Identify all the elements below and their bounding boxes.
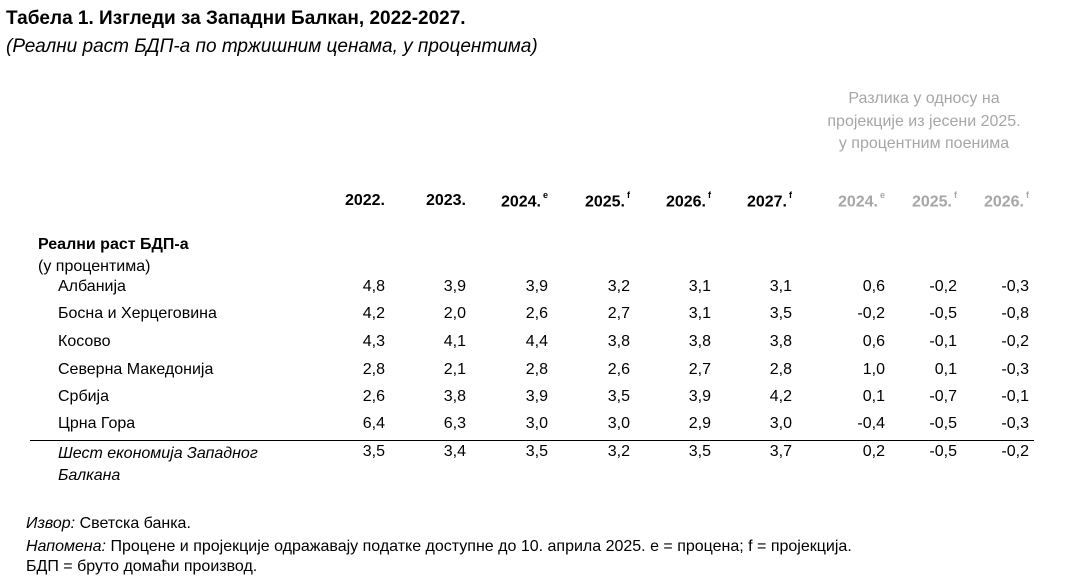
column-header-superscript: f	[708, 190, 711, 200]
column-header	[376, 192, 466, 210]
growth-value-cell: 3,2	[607, 278, 630, 295]
growth-value-cell: 4,8	[362, 278, 385, 295]
growth-value-cell: 2,8	[525, 361, 548, 378]
difference-value-cell: 0,6	[862, 278, 885, 295]
difference-value-cell: -0,5	[929, 305, 957, 322]
column-header-label: 2026.	[983, 193, 1024, 211]
column-header-label: 2025.	[584, 193, 625, 211]
note-text: Процене и пројекције одражавају податке доступне до 10. априла 2025. e = процена; f = пројекција.	[106, 538, 852, 555]
table-title: Табела 1. Изгледи за Западни Балкан, 2022-2027.	[6, 8, 466, 29]
growth-value-cell: 3,8	[607, 333, 630, 350]
column-header-label: 2025.	[911, 193, 952, 211]
growth-value-cell: 3,9	[443, 278, 466, 295]
growth-value-cell: 2,6	[607, 361, 630, 378]
difference-value-cell: -0,8	[1001, 305, 1029, 322]
column-header-superscript: f	[1026, 190, 1029, 200]
section-label	[38, 234, 189, 278]
row-country-name: Северна Македонија	[58, 361, 214, 378]
difference-value-cell: -0,3	[1001, 361, 1029, 378]
section-label-bold: Реални раст БДП-а	[38, 236, 189, 253]
column-header-superscript: f	[627, 190, 630, 200]
total-row	[0, 443, 1071, 493]
section-label-rest: (у процентима)	[38, 258, 151, 275]
total-difference-value-cell: -0,2	[1001, 443, 1029, 460]
row-country-name: Босна и Херцеговина	[58, 305, 217, 322]
column-header-label: 2026.	[665, 193, 706, 211]
column-header	[621, 192, 711, 211]
growth-value-cell: 3,1	[688, 305, 711, 322]
difference-value-cell: -0,2	[929, 278, 957, 295]
growth-value-cell: 3,9	[525, 388, 548, 405]
row-country-name: Косово	[58, 333, 111, 350]
column-header-label: 2027.	[746, 193, 787, 211]
growth-value-cell: 2,6	[362, 388, 385, 405]
difference-value-cell: -0,5	[929, 415, 957, 432]
growth-value-cell: 4,4	[525, 333, 548, 350]
column-header-superscript: f	[789, 190, 792, 200]
column-header	[939, 192, 1029, 211]
difference-value-cell: 0,1	[934, 361, 957, 378]
column-header	[458, 192, 548, 211]
growth-value-cell: 4,1	[443, 333, 466, 350]
growth-value-cell: 4,2	[362, 305, 385, 322]
column-header-label: 2023.	[425, 192, 466, 209]
column-header-label: 2024.	[837, 193, 878, 211]
growth-value-cell: 3,0	[769, 415, 792, 432]
table-row	[0, 388, 1071, 415]
note-label: Напомена:	[26, 538, 106, 555]
column-header-superscript: e	[879, 190, 885, 200]
difference-value-cell: 1,0	[862, 361, 885, 378]
source-label: Извор:	[26, 515, 76, 532]
difference-value-cell: -0,3	[1001, 415, 1029, 432]
total-divider	[30, 440, 1034, 441]
difference-header: Разлика у односу на пројекције из јесени 2025. у процентним поенима	[827, 90, 1021, 152]
column-header-superscript: e	[542, 190, 548, 200]
source-note	[26, 515, 191, 533]
column-header	[702, 192, 792, 211]
total-growth-value-cell: 3,5	[688, 443, 711, 460]
row-country-name: Србија	[58, 388, 110, 405]
total-growth-value-cell: 3,7	[769, 443, 792, 460]
column-header-superscript: f	[954, 190, 957, 200]
footnote	[26, 538, 852, 556]
growth-value-cell: 2,8	[769, 361, 792, 378]
table-row	[0, 361, 1071, 388]
total-difference-value-cell: -0,5	[929, 443, 957, 460]
growth-value-cell: 3,9	[688, 388, 711, 405]
growth-value-cell: 3,8	[443, 388, 466, 405]
growth-value-cell: 2,9	[688, 415, 711, 432]
total-difference-value-cell: 0,2	[862, 443, 885, 460]
table-row	[0, 305, 1071, 332]
growth-value-cell: 6,3	[443, 415, 466, 432]
column-header	[295, 192, 385, 210]
column-header-label: 2022.	[344, 192, 385, 209]
row-country-name: Црна Гора	[58, 415, 136, 432]
column-header	[540, 192, 630, 211]
difference-value-cell: -0,1	[929, 333, 957, 350]
growth-value-cell: 2,1	[443, 361, 466, 378]
table-row	[0, 415, 1071, 442]
total-row-name: Шест економија Западног Балкана	[58, 445, 258, 484]
growth-value-cell: 3,0	[525, 415, 548, 432]
growth-value-cell: 4,3	[362, 333, 385, 350]
growth-value-cell: 6,4	[362, 415, 385, 432]
growth-value-cell: 3,1	[688, 278, 711, 295]
difference-value-cell: -0,1	[1001, 388, 1029, 405]
growth-value-cell: 3,8	[688, 333, 711, 350]
row-country-name: Албанија	[58, 278, 126, 295]
difference-value-cell: -0,7	[929, 388, 957, 405]
total-growth-value-cell: 3,5	[362, 443, 385, 460]
growth-value-cell: 2,0	[443, 305, 466, 322]
total-growth-value-cell: 3,4	[443, 443, 466, 460]
growth-value-cell: 3,9	[525, 278, 548, 295]
abbreviation-note: БДП = бруто домаћи производ.	[26, 558, 258, 575]
difference-value-cell: -0,4	[857, 415, 885, 432]
growth-value-cell: 3,8	[769, 333, 792, 350]
growth-value-cell: 3,5	[607, 388, 630, 405]
table-row	[0, 278, 1071, 305]
table-subtitle: (Реални раст БДП-а по тржишним ценама, у процентима)	[6, 36, 538, 57]
growth-value-cell: 2,7	[607, 305, 630, 322]
difference-value-cell: 0,6	[862, 333, 885, 350]
total-growth-value-cell: 3,2	[607, 443, 630, 460]
table-row	[0, 333, 1071, 360]
difference-value-cell: -0,2	[1001, 333, 1029, 350]
growth-value-cell: 3,1	[769, 278, 792, 295]
growth-value-cell: 3,5	[769, 305, 792, 322]
growth-value-cell: 2,6	[525, 305, 548, 322]
growth-value-cell: 4,2	[769, 388, 792, 405]
difference-value-cell: -0,3	[1001, 278, 1029, 295]
growth-value-cell: 3,0	[607, 415, 630, 432]
column-header-label: 2024.	[500, 193, 541, 211]
difference-value-cell: 0,1	[862, 388, 885, 405]
total-growth-value-cell: 3,5	[525, 443, 548, 460]
growth-value-cell: 2,8	[362, 361, 385, 378]
difference-value-cell: -0,2	[857, 305, 885, 322]
source-text: Светска банка.	[75, 515, 191, 532]
growth-value-cell: 2,7	[688, 361, 711, 378]
